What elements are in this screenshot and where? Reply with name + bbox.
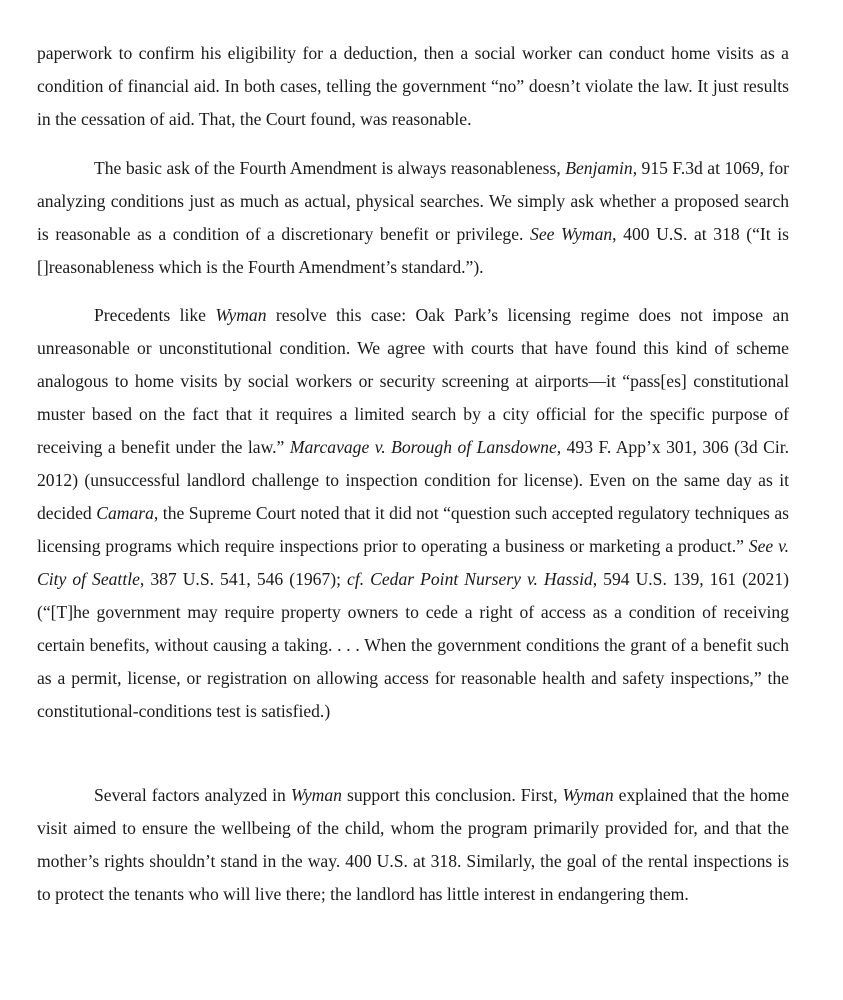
body-text: explained that the home visit aimed to ensure the wellbeing of the child, whom the program primarily provided for, and that the mother’s rights shouldn’t stand in the way. 400 U.S. at 318. Similarly, the goal of the rental inspections is to protect the tenants who will live there; the landlord has little interest in endangering them. (37, 785, 789, 904)
paragraph-fourth-amendment (37, 152, 789, 284)
paragraph-factors (37, 779, 789, 911)
body-text: , 493 F. App’x 301, 306 (3d Cir. 2012) (unsuccessful landlord challenge to inspection condition for license). Even on the same day as it decided (37, 437, 789, 523)
paragraph-continued (37, 37, 789, 136)
body-text: support this conclusion. First, (341, 785, 563, 805)
body-text: resolve this case: Oak Park’s licensing regime does not impose an unreasonable or unconstitutional condition. We agree with courts that have found this kind of scheme analogous to home visits by social workers or security screening at airports—it “pass[es] constitutional muster based on the fact that it requires a limited search by a city official for the specific purpose of receiving a benefit under the law.” (37, 305, 790, 457)
body-text: , 387 U.S. 541, 546 (1967); (139, 569, 348, 589)
body-text: , 594 U.S. 139, 161 (2021) (“[T]he government may require property owners to cede a right of access as a condition of receiving certain benefits, without causing a taking. . . . When the government conditions the grant of a benefit such as a permit, license, or registration on allowing access for reasonable health and safety inspections,” the constitutional-conditions test is satisfied.) (37, 569, 789, 721)
body-text: , 400 U.S. at 318 (“It is []reasonableness which is the Fourth Amendment’s standard.”). (37, 224, 789, 277)
citation-italic-text: cf. Cedar Point Nursery v. Hassid (347, 569, 593, 589)
body-text: Precedents like (94, 305, 216, 325)
citation-italic-text: Wyman (290, 785, 342, 805)
citation-italic-text: Camara (96, 503, 154, 523)
citation-italic-text: Wyman (562, 785, 614, 805)
citation-italic-text: See v. City of Seattle (37, 536, 789, 589)
body-text: , 915 F.3d at 1069, for analyzing conditions just as much as actual, physical searches. We simply ask whether a proposed search is reasonable as a condition of a discretionary benefit or privilege. (37, 158, 789, 244)
body-text: Several factors analyzed in (94, 785, 291, 805)
paragraph-precedents (37, 299, 789, 728)
citation-italic-text: See Wyman (530, 224, 613, 244)
body-text: paperwork to confirm his eligibility for a deduction, then a social worker can conduct home visits as a condition of financial aid. In both cases, telling the government “no” doesn’t violate the law. It just results in the cessation of aid. That, the Court found, was reasonable. (37, 43, 789, 129)
body-text: , the Supreme Court noted that it did not “question such accepted regulatory techniques as licensing programs which require inspections prior to operating a business or marketing a product.” (37, 503, 789, 556)
citation-italic-text: Marcavage v. Borough of Lansdowne (289, 437, 557, 457)
body-text: The basic ask of the Fourth Amendment is always reasonableness, (94, 158, 566, 178)
citation-italic-text: Benjamin (565, 158, 633, 178)
citation-italic-text: Wyman (215, 305, 267, 325)
